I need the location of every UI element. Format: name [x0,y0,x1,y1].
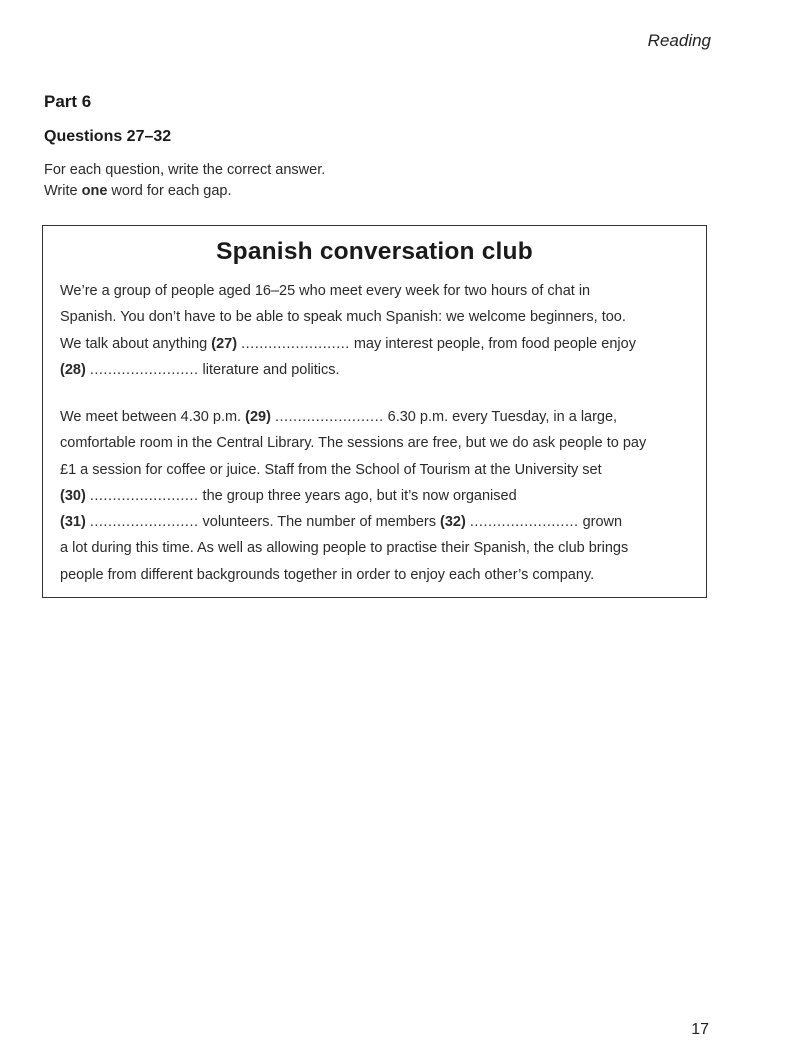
part-title: Part 6 [44,92,92,111]
paragraph-1 [60,278,700,383]
question-number-32: (32) [440,514,466,531]
page-number: 17 [691,1021,709,1038]
question-number-28: (28) [60,361,86,378]
answer-gap-29[interactable]: ........................ [274,409,384,425]
text-segment: the group three years ago, but it’s now organised [198,487,517,504]
text-line [60,509,700,535]
text-line: £1 a session for coffee or juice. Staff from the School of Tourism at the University set [60,461,602,478]
text-segment: We talk about anything [60,335,212,352]
text-segment: may interest people, from food people enjoy [349,335,636,352]
answer-gap-31[interactable]: ........................ [89,514,199,531]
instruction-line-1: For each question, write the correct answer. [44,162,326,178]
question-number-30: (30) [60,487,86,504]
text-line [60,331,700,357]
question-number-27: (27) [211,335,238,352]
text-title: Spanish conversation club [216,238,533,265]
answer-gap-30[interactable]: ........................ [89,487,199,504]
instructions [44,160,325,201]
text-line [60,483,700,509]
question-number-29: (29) [245,409,271,425]
instruction-text: word for each gap. [107,182,232,199]
answer-gap-28[interactable]: ........................ [89,361,199,378]
instruction-emphasis: one [81,182,108,199]
text-line [60,404,700,430]
text-line: Spanish. You don’t have to be able to speak much Spanish: we welcome beginners, too. [60,309,626,326]
reading-text-box [42,225,707,598]
text-segment: We meet between 4.30 p.m. [60,409,246,425]
paragraph-2 [60,404,700,588]
questions-title: Questions 27–32 [44,128,172,145]
text-segment: 6.30 p.m. every Tuesday, in a large, [383,409,618,425]
answer-gap-27[interactable]: ........................ [241,335,350,352]
text-segment: literature and politics. [198,361,340,378]
instruction-text: Write [44,182,82,199]
text-segment: grown [578,514,623,531]
text-line: people from different backgrounds together in order to enjoy each other’s company. [60,566,595,583]
text-line: We’re a group of people aged 16–25 who meet every week for two hours of chat in [60,283,591,299]
answer-gap-32[interactable]: ........................ [469,514,579,531]
text-line: comfortable room in the Central Library. The sessions are free, but we do ask people to pay [60,435,647,452]
instruction-line-2 [44,181,325,202]
text-segment: volunteers. The number of members [198,514,441,531]
question-number-31: (31) [60,514,86,531]
text-line [60,357,700,383]
section-label: Reading [647,31,711,50]
text-line: a lot during this time. As well as allowing people to practise their Spanish, the club brings [60,540,629,557]
